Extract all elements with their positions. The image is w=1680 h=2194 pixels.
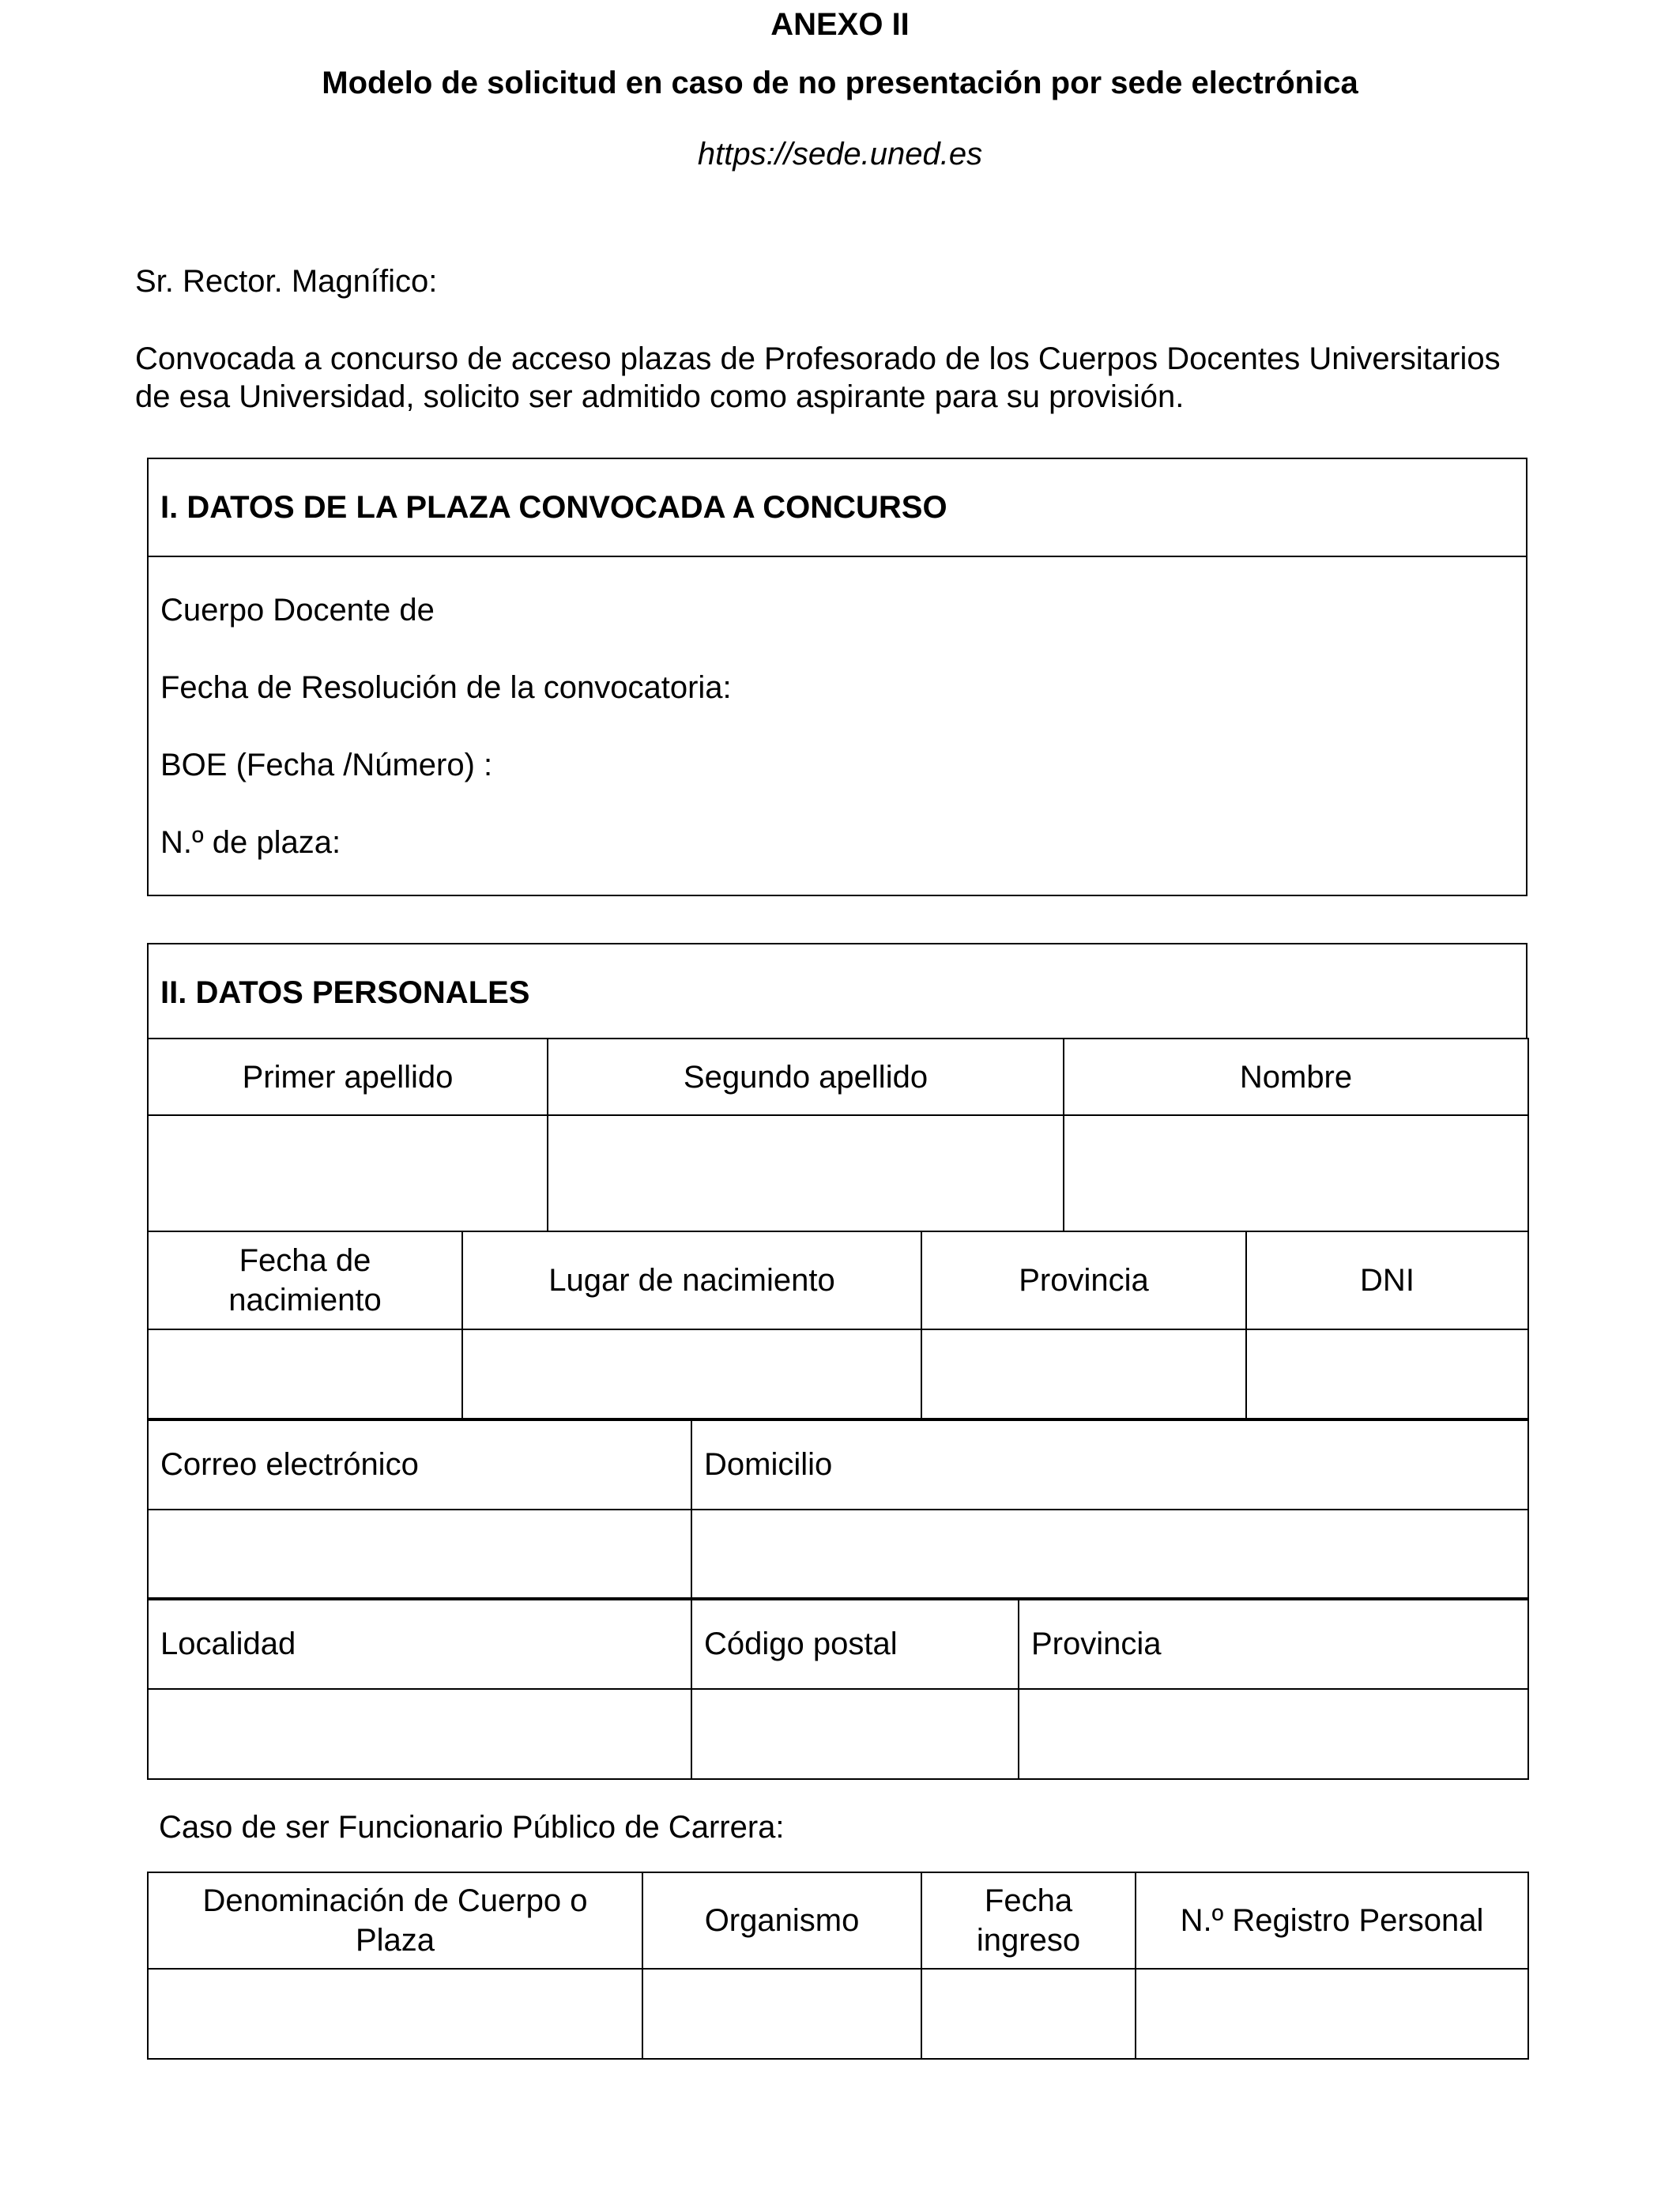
domicilio-input[interactable] (691, 1510, 1528, 1600)
contact-table (147, 1418, 1529, 1600)
organismo-header: Organismo (642, 1872, 921, 1969)
segundo-apellido-input[interactable] (548, 1115, 1064, 1231)
section-plaza-box (147, 458, 1527, 896)
lugar-nacimiento-header: Lugar de nacimiento (462, 1231, 921, 1329)
registro-personal-header: N.º Registro Personal (1136, 1872, 1528, 1969)
denominacion-header: Denominación de Cuerpo o Plaza (148, 1872, 642, 1969)
locality-table (147, 1597, 1529, 1780)
boe-field[interactable]: BOE (Fecha /Número) : (160, 748, 493, 782)
annex-title: ANEXO II (770, 7, 910, 42)
greeting: Sr. Rector. Magnífico: (135, 264, 438, 299)
section-plaza-title: I. DATOS DE LA PLAZA CONVOCADA A CONCURSO (149, 459, 1526, 557)
intro-line-1: Convocada a concurso de acceso plazas de Profesorado de los Cuerpos Docentes Universitarios (135, 341, 1501, 376)
nombre-input[interactable] (1064, 1115, 1528, 1231)
dni-input[interactable] (1246, 1329, 1528, 1420)
numero-plaza-field[interactable]: N.º de plaza: (160, 825, 341, 860)
registro-personal-input[interactable] (1136, 1969, 1528, 2059)
provincia-nacimiento-input[interactable] (921, 1329, 1246, 1420)
birth-table (147, 1231, 1529, 1421)
fecha-ingreso-header: Fecha ingreso (921, 1872, 1136, 1969)
correo-header: Correo electrónico (148, 1419, 691, 1510)
fecha-nacimiento-header: Fecha de nacimiento (148, 1231, 462, 1329)
primer-apellido-input[interactable] (148, 1115, 548, 1231)
nombre-header: Nombre (1064, 1039, 1528, 1115)
fecha-ingreso-input[interactable] (921, 1969, 1136, 2059)
funcionario-table (147, 1872, 1529, 2060)
primer-apellido-header: Primer apellido (148, 1039, 548, 1115)
localidad-header: Localidad (148, 1598, 691, 1689)
fecha-resolucion-field[interactable]: Fecha de Resolución de la convocatoria: (160, 670, 732, 705)
provincia-domicilio-header: Provincia (1019, 1598, 1528, 1689)
dni-header: DNI (1246, 1231, 1528, 1329)
section-personal-box (147, 943, 1527, 1039)
cuerpo-docente-field[interactable]: Cuerpo Docente de (160, 593, 435, 628)
segundo-apellido-header: Segundo apellido (548, 1039, 1064, 1115)
correo-input[interactable] (148, 1510, 691, 1600)
sede-url: https://sede.uned.es (697, 137, 983, 172)
intro-line-2: de esa Universidad, solicito ser admitido como aspirante para su provisión. (135, 379, 1185, 414)
localidad-input[interactable] (148, 1689, 691, 1779)
provincia-domicilio-input[interactable] (1019, 1689, 1528, 1779)
denominacion-input[interactable] (148, 1969, 642, 2059)
codigo-postal-header: Código postal (691, 1598, 1019, 1689)
codigo-postal-input[interactable] (691, 1689, 1019, 1779)
names-table (147, 1038, 1529, 1232)
organismo-input[interactable] (642, 1969, 921, 2059)
document-subtitle: Modelo de solicitud en caso de no presentación por sede electrónica (322, 66, 1358, 100)
provincia-nacimiento-header: Provincia (921, 1231, 1246, 1329)
lugar-nacimiento-input[interactable] (462, 1329, 921, 1420)
domicilio-header: Domicilio (691, 1419, 1528, 1510)
funcionario-label: Caso de ser Funcionario Público de Carrera: (159, 1810, 785, 1845)
fecha-nacimiento-input[interactable] (148, 1329, 462, 1420)
section-personal-title: II. DATOS PERSONALES (160, 974, 530, 1010)
